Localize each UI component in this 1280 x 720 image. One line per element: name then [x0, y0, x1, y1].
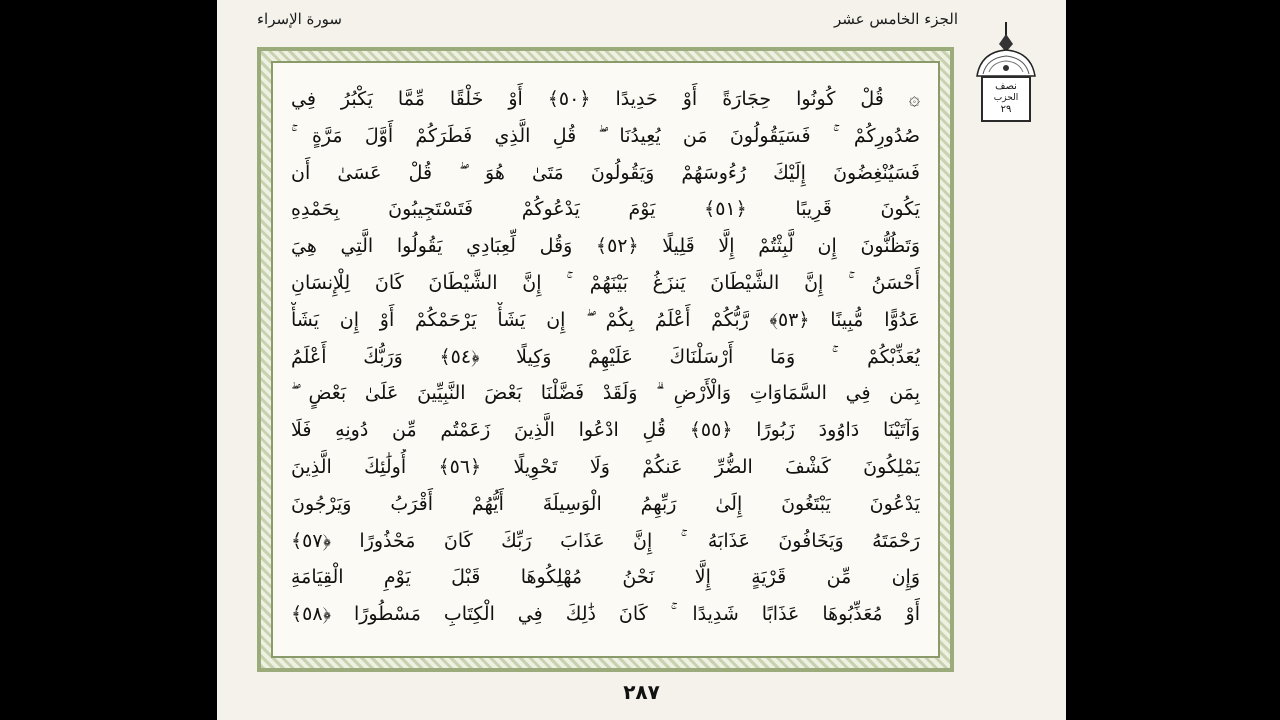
- quran-text: [291, 81, 920, 642]
- text-line: فَسَيُنْغِضُونَ إِلَيْكَ رُءُوسَهُمْ وَيَقُولُونَ مَتَىٰ هُوَ ۖ قُلْ عَسَىٰ أَن: [291, 161, 920, 184]
- hizb-box: [981, 76, 1031, 122]
- text-line: يَدْعُونَ يَبْتَغُونَ إِلَىٰ رَبِّهِمُ الْوَسِيلَةَ أَيُّهُمْ أَقْرَبُ وَيَرْجُونَ: [291, 492, 920, 515]
- hizb-number: ٢٩: [1000, 104, 1012, 115]
- mushaf-page: [217, 0, 1066, 720]
- ornamental-frame: [257, 47, 954, 672]
- text-line: وَإِن مِّن قَرْيَةٍ إِلَّا نَحْنُ مُهْلِكُوهَا قَبْلَ يَوْمِ الْقِيَامَةِ: [291, 566, 920, 589]
- hizb-ornament-icon: [971, 22, 1041, 78]
- hizb-fraction-label: نصف: [995, 81, 1017, 92]
- text-line: وَآتَيْنَا دَاوُودَ زَبُورًا ﴿٥٥﴾ قُلِ ادْعُوا الَّذِينَ زَعَمْتُم مِّن دُونِهِ فَلَا: [291, 419, 920, 442]
- text-line: ۞ قُلْ كُونُوا حِجَارَةً أَوْ حَدِيدًا ﴿٥٠﴾ أَوْ خَلْقًا مِّمَّا يَكْبُرُ فِي: [291, 88, 920, 110]
- text-line: يَكُونَ قَرِيبًا ﴿٥١﴾ يَوْمَ يَدْعُوكُمْ فَتَسْتَجِيبُونَ بِحَمْدِهِ: [291, 198, 920, 221]
- hizb-label: الحزب: [993, 93, 1019, 103]
- juz-name-header: الجزء الخامس عشر: [833, 10, 958, 28]
- text-line: وَتَظُنُّونَ إِن لَّبِثْتُمْ إِلَّا قَلِيلًا ﴿٥٢﴾ وَقُل لِّعِبَادِي يَقُولُوا الَّتِي هِيَ: [291, 235, 920, 258]
- text-line: عَدُوًّا مُّبِينًا ﴿٥٣﴾ رَّبُّكُمْ أَعْلَمُ بِكُمْ ۖ إِن يَشَأْ يَرْحَمْكُمْ أَوْ إِن يَشَأْ: [291, 308, 920, 331]
- text-line: رَحْمَتَهُ وَيَخَافُونَ عَذَابَهُ ۚ إِنَّ عَذَابَ رَبِّكَ كَانَ مَحْذُورًا ﴿٥٧﴾: [291, 529, 920, 552]
- page-number: ٢٨٧: [623, 680, 660, 704]
- text-line: يُعَذِّبْكُمْ ۚ وَمَا أَرْسَلْنَاكَ عَلَيْهِمْ وَكِيلًا ﴿٥٤﴾ وَرَبُّكَ أَعْلَمُ: [291, 345, 920, 368]
- text-line: صُدُورِكُمْ ۚ فَسَيَقُولُونَ مَن يُعِيدُنَا ۖ قُلِ الَّذِي فَطَرَكُمْ أَوَّلَ مَرَّةٍ ۚ: [291, 124, 920, 147]
- text-line: يَمْلِكُونَ كَشْفَ الضُّرِّ عَنكُمْ وَلَا تَحْوِيلًا ﴿٥٦﴾ أُولَٰئِكَ الَّذِينَ: [291, 455, 920, 478]
- hizb-marker: [971, 22, 1041, 124]
- text-line: بِمَن فِي السَّمَاوَاتِ وَالْأَرْضِ ۗ وَلَقَدْ فَضَّلْنَا بَعْضَ النَّبِيِّينَ عَلَىٰ بَعْضٍ ۖ: [291, 382, 920, 405]
- surah-name-header: سورة الإسراء: [257, 10, 342, 28]
- text-line: أَوْ مُعَذِّبُوهَا عَذَابًا شَدِيدًا ۚ كَانَ ذَٰلِكَ فِي الْكِتَابِ مَسْطُورًا ﴿٥٨﴾: [291, 603, 920, 626]
- text-panel: [271, 61, 940, 658]
- text-line: أَحْسَنُ ۚ إِنَّ الشَّيْطَانَ يَنزَغُ بَيْنَهُمْ ۚ إِنَّ الشَّيْطَانَ كَانَ لِلْإِنسَانِ: [291, 271, 920, 294]
